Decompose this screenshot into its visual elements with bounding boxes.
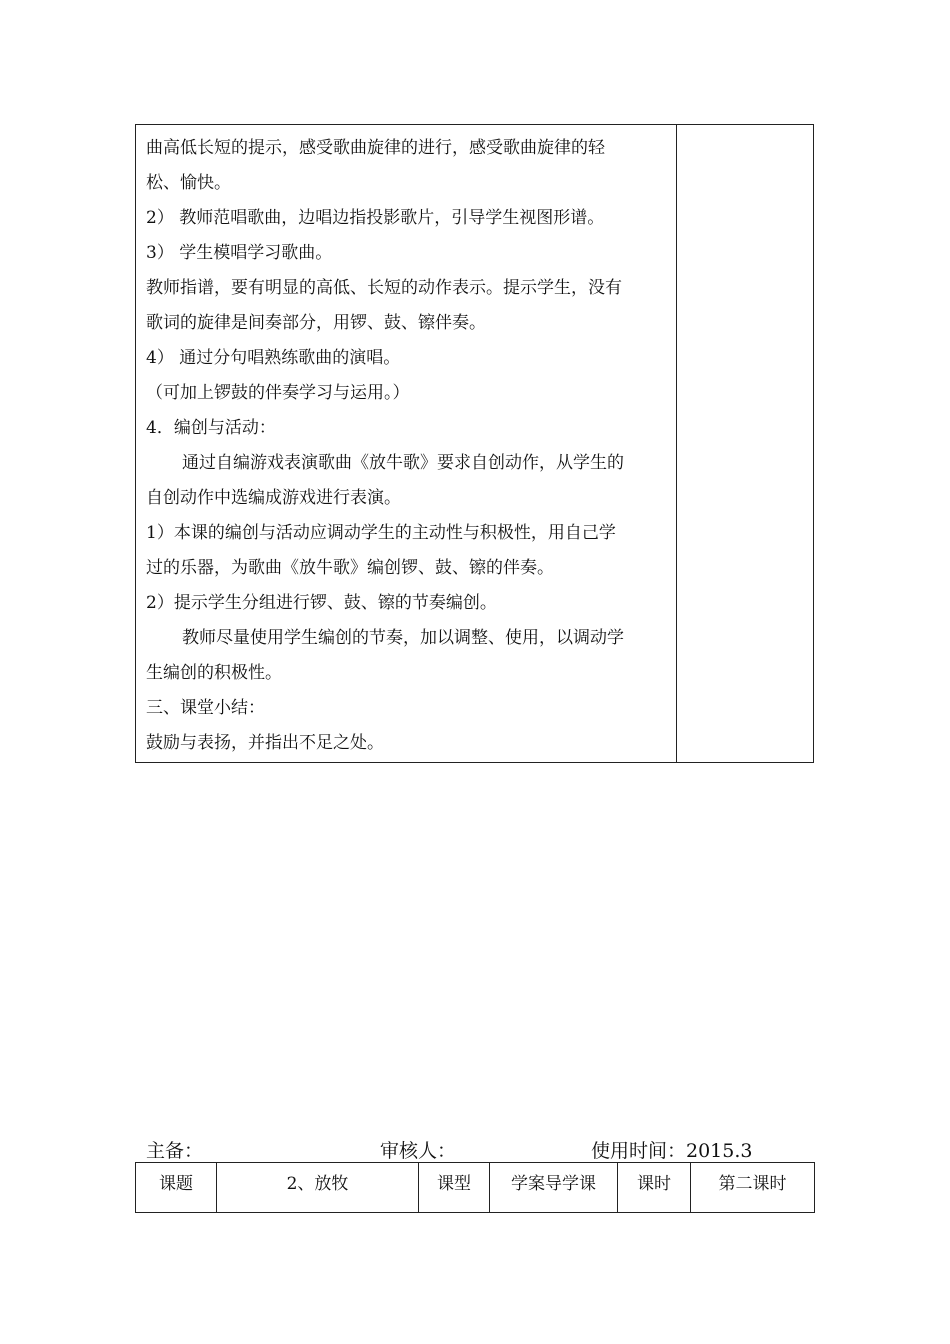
primary-preparer-label: 主备： bbox=[146, 1140, 204, 1162]
reviewer-label: 审核人： bbox=[380, 1140, 457, 1162]
content-line: 三、课堂小结： bbox=[146, 698, 265, 718]
content-line: 松、愉快。 bbox=[146, 173, 231, 193]
period-label-cell: 课时 bbox=[617, 1163, 690, 1212]
lesson-meta-row bbox=[0, 1136, 950, 1164]
topic-label-cell: 课题 bbox=[159, 1174, 193, 1194]
course-info-table bbox=[135, 1162, 815, 1213]
content-line: 教师指谱，要有明显的高低、长短的动作表示。提示学生，没有 bbox=[146, 278, 622, 298]
content-line: 1）本课的编创与活动应调动学生的主动性与积极性，用自己学 bbox=[146, 523, 616, 543]
type-label-cell: 课型 bbox=[418, 1163, 489, 1212]
content-line: 2） 教师范唱歌曲，边唱边指投影歌片，引导学生视图形谱。 bbox=[146, 208, 605, 228]
content-line: 曲高低长短的提示，感受歌曲旋律的进行，感受歌曲旋律的轻 bbox=[146, 138, 605, 158]
content-line: 鼓励与表扬，并指出不足之处。 bbox=[146, 733, 384, 753]
column-divider bbox=[676, 125, 677, 762]
content-line: 歌词的旋律是间奏部分，用锣、鼓、镲伴奏。 bbox=[146, 313, 486, 333]
lesson-content-column bbox=[146, 131, 672, 761]
type-value-cell: 学案导学课 bbox=[489, 1163, 617, 1212]
content-line: 4） 通过分句唱熟练歌曲的演唱。 bbox=[146, 348, 401, 368]
usage-time-label: 使用时间：2015.3 bbox=[591, 1140, 753, 1162]
content-line: 2）提示学生分组进行锣、鼓、镲的节奏编创。 bbox=[146, 593, 497, 613]
topic-value-cell: 2、放牧 bbox=[216, 1163, 418, 1212]
content-line: 3） 学生模唱学习歌曲。 bbox=[146, 243, 333, 263]
content-line: 生编创的积极性。 bbox=[146, 663, 282, 683]
period-value-cell: 第二课时 bbox=[690, 1163, 814, 1212]
content-line: 过的乐器，为歌曲《放牛歌》编创锣、鼓、镲的伴奏。 bbox=[146, 558, 554, 578]
content-line: 教师尽量使用学生编创的节奏，加以调整、使用，以调动学 bbox=[182, 628, 624, 648]
content-line: 通过自编游戏表演歌曲《放牛歌》要求自创动作，从学生的 bbox=[182, 453, 624, 473]
lesson-content-table bbox=[135, 124, 814, 763]
content-line: （可加上锣鼓的伴奏学习与运用。） bbox=[146, 383, 410, 403]
content-line: 自创动作中选编成游戏进行表演。 bbox=[146, 488, 401, 508]
content-line: 4．编创与活动： bbox=[146, 418, 276, 438]
